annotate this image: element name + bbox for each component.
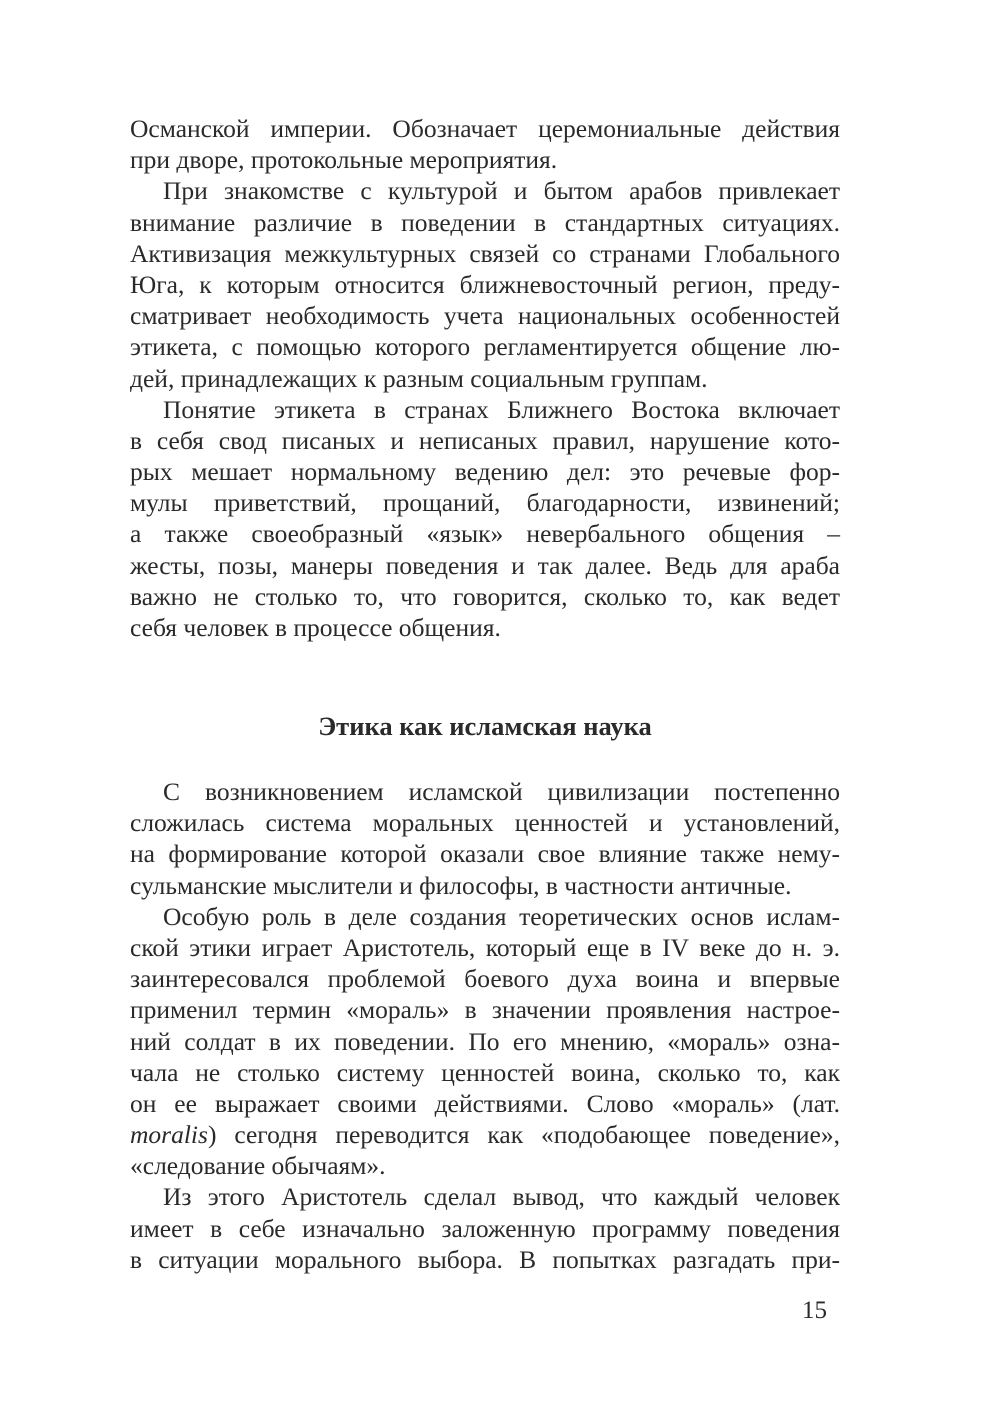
- text-line: С возникновением исламской цивилизации постепенно: [163, 777, 840, 806]
- text-line: а также своеобразный «язык» невербального общения –: [130, 519, 840, 549]
- text-line: Активизация межкультурных связей со странами Глобального: [130, 238, 840, 268]
- text-line: сложилась система моральных ценностей и установлений,: [130, 808, 840, 838]
- text-line: себя человек в процессе общения.: [130, 613, 501, 642]
- text-line: жесты, позы, манеры поведения и так далее. Ведь для араба: [130, 550, 840, 580]
- text-line: внимание различие в поведении в стандартных ситуациях.: [130, 207, 840, 237]
- text-line: мулы приветствий, прощаний, благодарности, извинений;: [130, 488, 840, 518]
- text-line: Османской империи. Обозначает церемониальные действия: [130, 114, 840, 143]
- text-line: важно не столько то, что говорится, сколько то, как ведет: [130, 581, 840, 611]
- text-line: Понятие этикета в странах Ближнего Востока включает: [163, 394, 840, 424]
- text-line: этикета, с помощью которого регламентируется общение лю-: [130, 332, 840, 362]
- text-line: применил термин «мораль» в значении проявления настрое-: [130, 995, 840, 1025]
- text-line: имеет в себе изначально заложенную программу поведения: [130, 1213, 840, 1243]
- text-line: в ситуации морального выбора. В попытках разгадать при-: [130, 1244, 840, 1274]
- section-heading: Этика как исламская наука: [318, 711, 652, 741]
- text-line: Юга, к которым относится ближневосточный регион, преду-: [130, 269, 840, 299]
- text-line: при дворе, протокольные мероприятия.: [130, 145, 558, 175]
- text-line: дей, принадлежащих к разным социальным группам.: [130, 363, 708, 393]
- page-body: [130, 113, 840, 643]
- text-line: ской этики играет Аристотель, который еще в IV веке до н. э.: [130, 932, 840, 962]
- text-line: рых мешает нормальному ведению дел: это речевые фор-: [130, 457, 840, 487]
- text-line: Из этого Аристотель сделал вывод, что каждый человек: [163, 1182, 840, 1212]
- paragraph: [130, 394, 840, 644]
- text-line: заинтересовался проблемой боевого духа воина и впервые: [130, 964, 840, 994]
- text-line: сматривает необходимость учета национальных особенностей: [130, 301, 840, 331]
- paragraph: [130, 901, 840, 1182]
- paragraph-continued: [130, 113, 840, 175]
- text-line: Особую роль в деле создания теоретических основ ислам-: [163, 901, 840, 931]
- text-line: «следование обычаям».: [130, 1151, 386, 1181]
- text-fragment: ) сегодня переводится как «подобающее поведение»,: [207, 1120, 840, 1150]
- text-line: сульманские мыслители и философы, в частности античные.: [130, 870, 792, 900]
- page-number: 15: [802, 1297, 827, 1324]
- text-line: он ее выражает своими действиями. Слово «мораль» (лат.: [130, 1088, 840, 1118]
- section-body: [130, 776, 840, 1275]
- text-line: ний солдат в их поведении. По его мнению, «мораль» озна-: [130, 1026, 840, 1056]
- paragraph: [130, 776, 840, 901]
- paragraph: [130, 175, 840, 393]
- text-line-mixed: [130, 1119, 840, 1150]
- text-line: чала не столько систему ценностей воина, сколько то, как: [130, 1057, 840, 1087]
- paragraph: [130, 1181, 840, 1275]
- text-line: в себя свод писаных и неписаных правил, нарушение кото-: [130, 425, 840, 455]
- text-line: на формирование которой оказали свое влияние также нему-: [130, 839, 840, 869]
- text-line: При знакомстве с культурой и бытом арабов привлекает: [163, 176, 840, 206]
- latin-term: moralis: [130, 1120, 208, 1150]
